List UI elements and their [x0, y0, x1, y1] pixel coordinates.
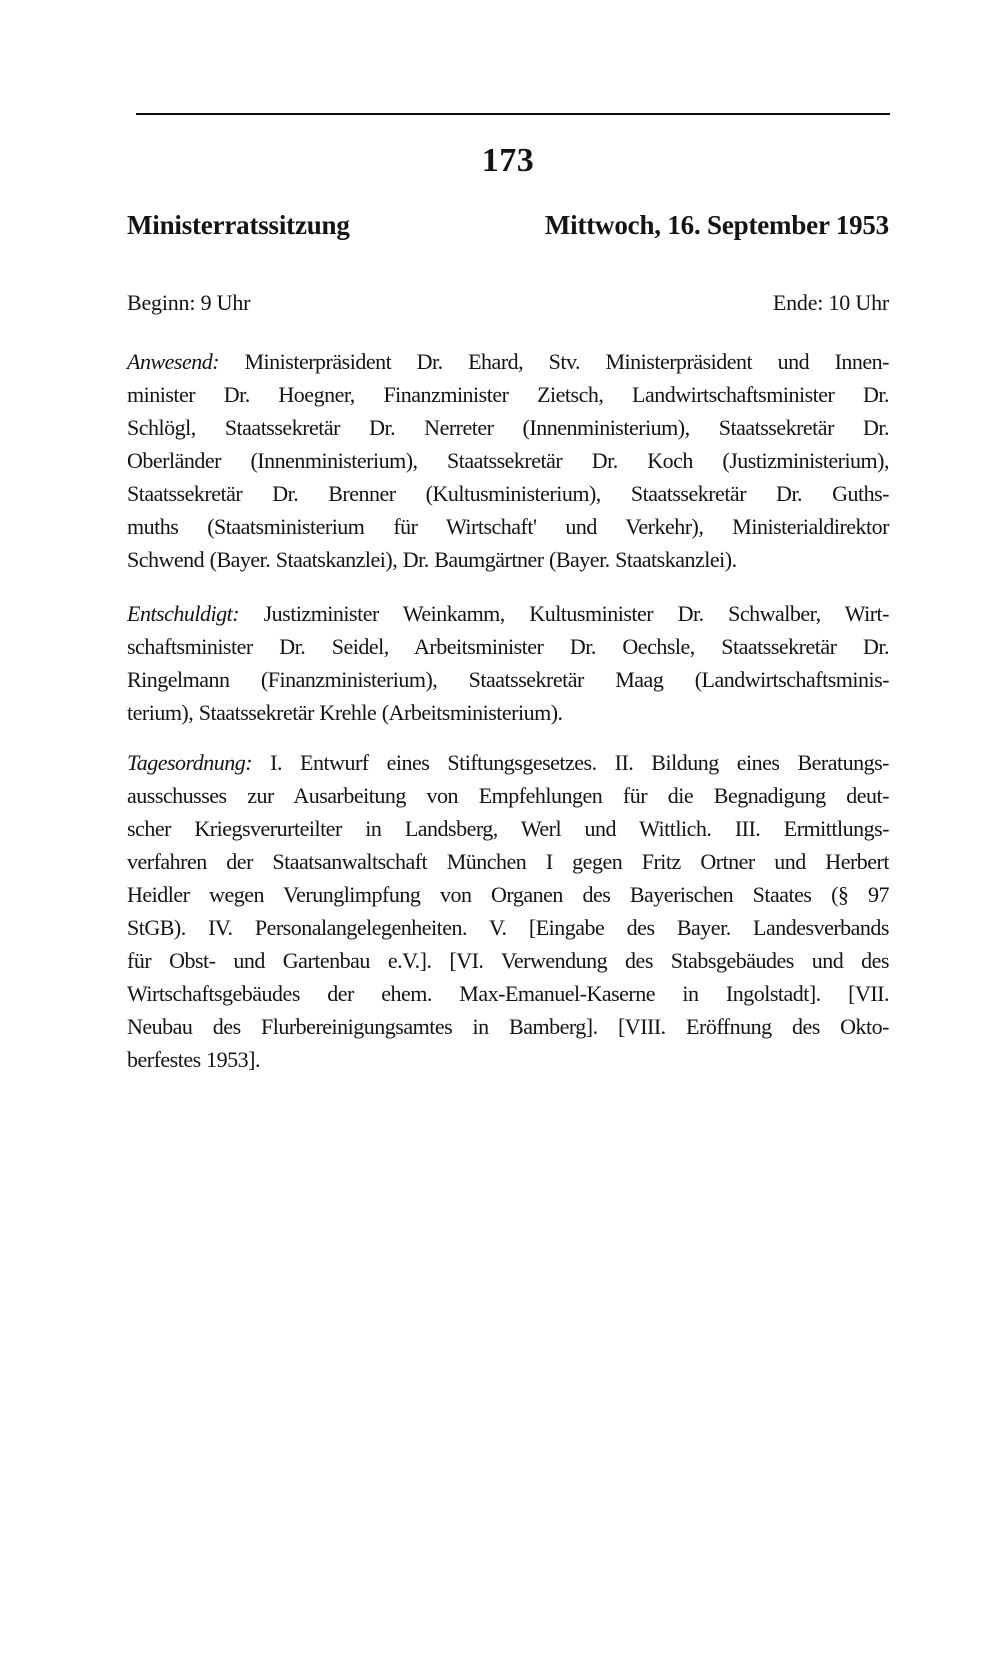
- text-line: verfahren der Staatsanwaltschaft München I gegen Fritz Ortner und Herbert: [127, 849, 889, 874]
- text-line: minister Dr. Hoegner, Finanzminister Zietsch, Landwirtschaftsminister Dr.: [127, 382, 889, 407]
- text-line: Heidler wegen Verunglimpfung von Organen des Bayerischen Staates (§ 97: [127, 882, 889, 907]
- paragraph-label-anwesend: Anwesend:: [127, 349, 220, 374]
- text-line: Oberländer (Innenministerium), Staatssekretär Dr. Koch (Justizministerium),: [127, 448, 889, 473]
- page-number: 173: [481, 142, 535, 179]
- begin-time: Beginn: 9 Uhr: [127, 290, 251, 315]
- text-line: muths (Staatsministerium für Wirtschaft' und Verkehr), Ministerialdirektor: [127, 514, 889, 539]
- text-line: schaftsminister Dr. Seidel, Arbeitsminister Dr. Oechsle, Staatssekretär Dr.: [127, 634, 889, 659]
- text-line-content: Ministerpräsident Dr. Ehard, Stv. Ministerpräsident und Innen-: [244, 349, 890, 374]
- text-line: [127, 345, 889, 378]
- text-line: terium), Staatssekretär Krehle (Arbeitsministerium).: [127, 700, 563, 725]
- text-line: ausschusses zur Ausarbeitung von Empfehlungen für die Begnadigung deut-: [127, 783, 889, 808]
- end-time: Ende: 10 Uhr: [772, 290, 889, 315]
- text-line-content: I. Entwurf eines Stiftungsgesetzes. II. Bildung eines Beratungs-: [270, 750, 889, 775]
- session-date: Mittwoch, 16. September 1953: [544, 210, 889, 240]
- paragraph-label-entschuldigt: Entschuldigt:: [127, 601, 240, 626]
- text-line-content: Justizminister Weinkamm, Kultusminister Dr. Schwalber, Wirt-: [263, 601, 889, 626]
- text-line: StGB). IV. Personalangelegenheiten. V. [Eingabe des Bayer. Landesverbands: [127, 915, 889, 940]
- session-title: Ministerratssitzung: [127, 210, 350, 240]
- text-line: Neubau des Flurbereinigungsamtes in Bamberg]. [VIII. Eröffnung des Okto-: [127, 1014, 889, 1039]
- text-line: Wirtschaftsgebäudes der ehem. Max-Emanuel-Kaserne in Ingolstadt]. [VII.: [127, 981, 889, 1006]
- header-rule: [136, 113, 890, 115]
- paragraph-entschuldigt: [127, 597, 889, 729]
- text-line: Schlögl, Staatssekretär Dr. Nerreter (Innenministerium), Staatssekretär Dr.: [127, 415, 889, 440]
- text-line: berfestes 1953].: [127, 1047, 261, 1072]
- text-line: Schwend (Bayer. Staatskanzlei), Dr. Baumgärtner (Bayer. Staatskanzlei).: [127, 547, 737, 572]
- text-line: für Obst- und Gartenbau e.V.]. [VI. Verwendung des Stabsgebäudes und des: [127, 948, 889, 973]
- text-line: Staatssekretär Dr. Brenner (Kultusministerium), Staatssekretär Dr. Guths-: [127, 481, 889, 506]
- title-row: [127, 208, 889, 242]
- text-line: Ringelmann (Finanzministerium), Staatssekretär Maag (Landwirtschaftsminis-: [127, 667, 889, 692]
- paragraph-anwesend: [127, 345, 889, 576]
- text-line: scher Kriegsverurteilter in Landsberg, Werl und Wittlich. III. Ermittlungs-: [127, 816, 889, 841]
- text-line: [127, 746, 889, 779]
- text-line: [127, 597, 889, 630]
- paragraph-tagesordnung: [127, 746, 889, 1076]
- paragraph-label-tagesordnung: Tagesordnung:: [127, 750, 253, 775]
- time-row: [127, 286, 889, 319]
